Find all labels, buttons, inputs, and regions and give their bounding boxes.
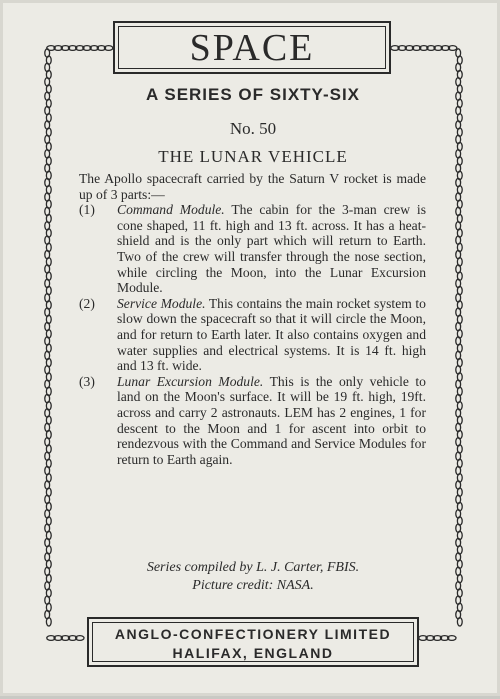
card-number: No. 50 xyxy=(229,119,277,138)
picture-credit: Picture credit: NASA. xyxy=(192,578,314,593)
list-item xyxy=(79,202,426,296)
series-subtitle: A SERIES OF SIXTY-SIX xyxy=(145,85,361,104)
manufacturer-name: ANGLO-CONFECTIONERY LIMITED xyxy=(114,626,392,642)
card-heading: THE LUNAR VEHICLE xyxy=(158,147,348,166)
item-text xyxy=(117,296,426,374)
item-lead: Lunar Excursion Module. xyxy=(117,373,264,389)
item-number: (3) xyxy=(79,373,95,389)
item-number: (1) xyxy=(79,202,95,218)
item-text xyxy=(117,202,426,296)
card-body xyxy=(79,171,426,467)
card-title: SPACE xyxy=(189,26,315,69)
item-description: The cabin for the 3-man crew is cone shaped, 11 ft. high and 13 ft. across. It has a heat-shield and is the only part which will return to Earth. Two of the crew will transfer through the nose section, while circling the Moon, into the Lunar Excursion Module. xyxy=(117,202,426,296)
item-text xyxy=(117,374,426,468)
item-description: This contains the main rocket system to slow down the spacecraft so that it will circle the Moon, and for return to Earth later. It also contains oxygen and water supplies and electrical systems. It is 14 ft. high and 13 ft. wide. xyxy=(117,295,426,374)
item-description: This is the only vehicle to land on the Moon's surface. It will be 19 ft. high, 19ft. across and carry 2 astronauts. LEM has 2 engines, 1 for descent to the Moon and 1 for ascent into orbit to rendezvous with the Command and Service Modules for return to Earth again. xyxy=(117,373,426,467)
manufacturer-location: HALIFAX, ENGLAND xyxy=(172,645,334,661)
manufacturer-box xyxy=(87,617,419,667)
credits xyxy=(3,559,500,595)
list-item xyxy=(79,374,426,468)
title-box xyxy=(113,21,391,74)
item-lead: Service Module. xyxy=(117,295,206,311)
item-number: (2) xyxy=(79,295,95,311)
intro-text: The Apollo spacecraft carried by the Saturn V rocket is made up of 3 parts:— xyxy=(79,171,426,202)
compiled-by: Series compiled by L. J. Carter, FBIS. xyxy=(146,560,360,575)
list-item xyxy=(79,296,426,374)
item-lead: Command Module. xyxy=(117,202,225,218)
